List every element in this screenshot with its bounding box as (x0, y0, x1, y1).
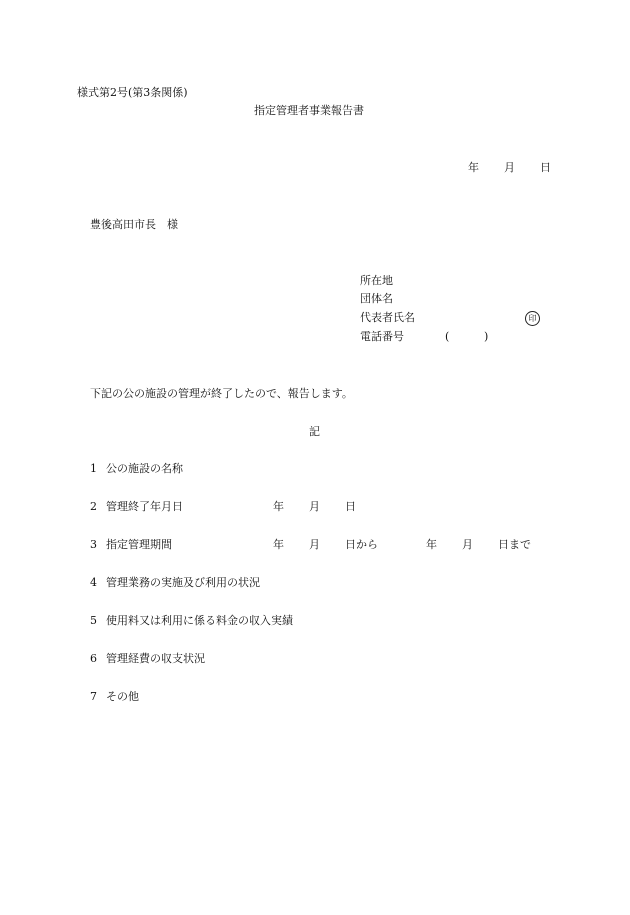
organization-label: 団体名 (360, 292, 393, 305)
item-label: 使用料又は利用に係る料金の収入実績 (106, 614, 293, 627)
period-start-year-label: 年 (273, 538, 284, 551)
date-day-label: 日 (540, 161, 551, 174)
ki-heading: 記 (309, 425, 320, 438)
item-label: 指定管理期間 (106, 538, 172, 551)
period-end-day-label: 日まで (498, 538, 531, 551)
phone-paren-close: ) (484, 330, 489, 343)
item-number: 2 (90, 500, 97, 513)
period-start-day-label: 日から (345, 538, 378, 551)
item-number: 7 (90, 690, 97, 703)
period-end-month-label: 月 (462, 538, 473, 551)
date-month-label: 月 (504, 161, 515, 174)
item-label: 管理終了年月日 (106, 500, 183, 513)
item-label: 管理経費の収支状況 (106, 652, 205, 665)
end-date-month-label: 月 (309, 500, 320, 513)
seal-mark: 印 (525, 311, 540, 326)
intro-text: 下記の公の施設の管理が終了したので、報告します。 (90, 387, 353, 400)
item-label: 管理業務の実施及び利用の状況 (106, 576, 260, 589)
end-date-year-label: 年 (273, 500, 284, 513)
period-start-month-label: 月 (309, 538, 320, 551)
item-number: 5 (90, 614, 97, 627)
item-number: 3 (90, 538, 97, 551)
representative-label: 代表者氏名 (360, 311, 415, 324)
item-number: 4 (90, 576, 97, 589)
document-title: 指定管理者事業報告書 (254, 104, 364, 117)
item-number: 6 (90, 652, 97, 665)
address-label: 所在地 (360, 274, 393, 287)
addressee: 豊後高田市長 様 (90, 218, 178, 231)
form-label: 様式第2号(第3条関係) (77, 86, 188, 99)
phone-paren-open: ( (445, 330, 450, 343)
item-number: 1 (90, 462, 97, 475)
date-year-label: 年 (468, 161, 479, 174)
end-date-day-label: 日 (345, 500, 356, 513)
item-label: その他 (106, 690, 139, 703)
item-label: 公の施設の名称 (106, 462, 183, 475)
period-end-year-label: 年 (426, 538, 437, 551)
phone-label: 電話番号 (360, 330, 404, 343)
